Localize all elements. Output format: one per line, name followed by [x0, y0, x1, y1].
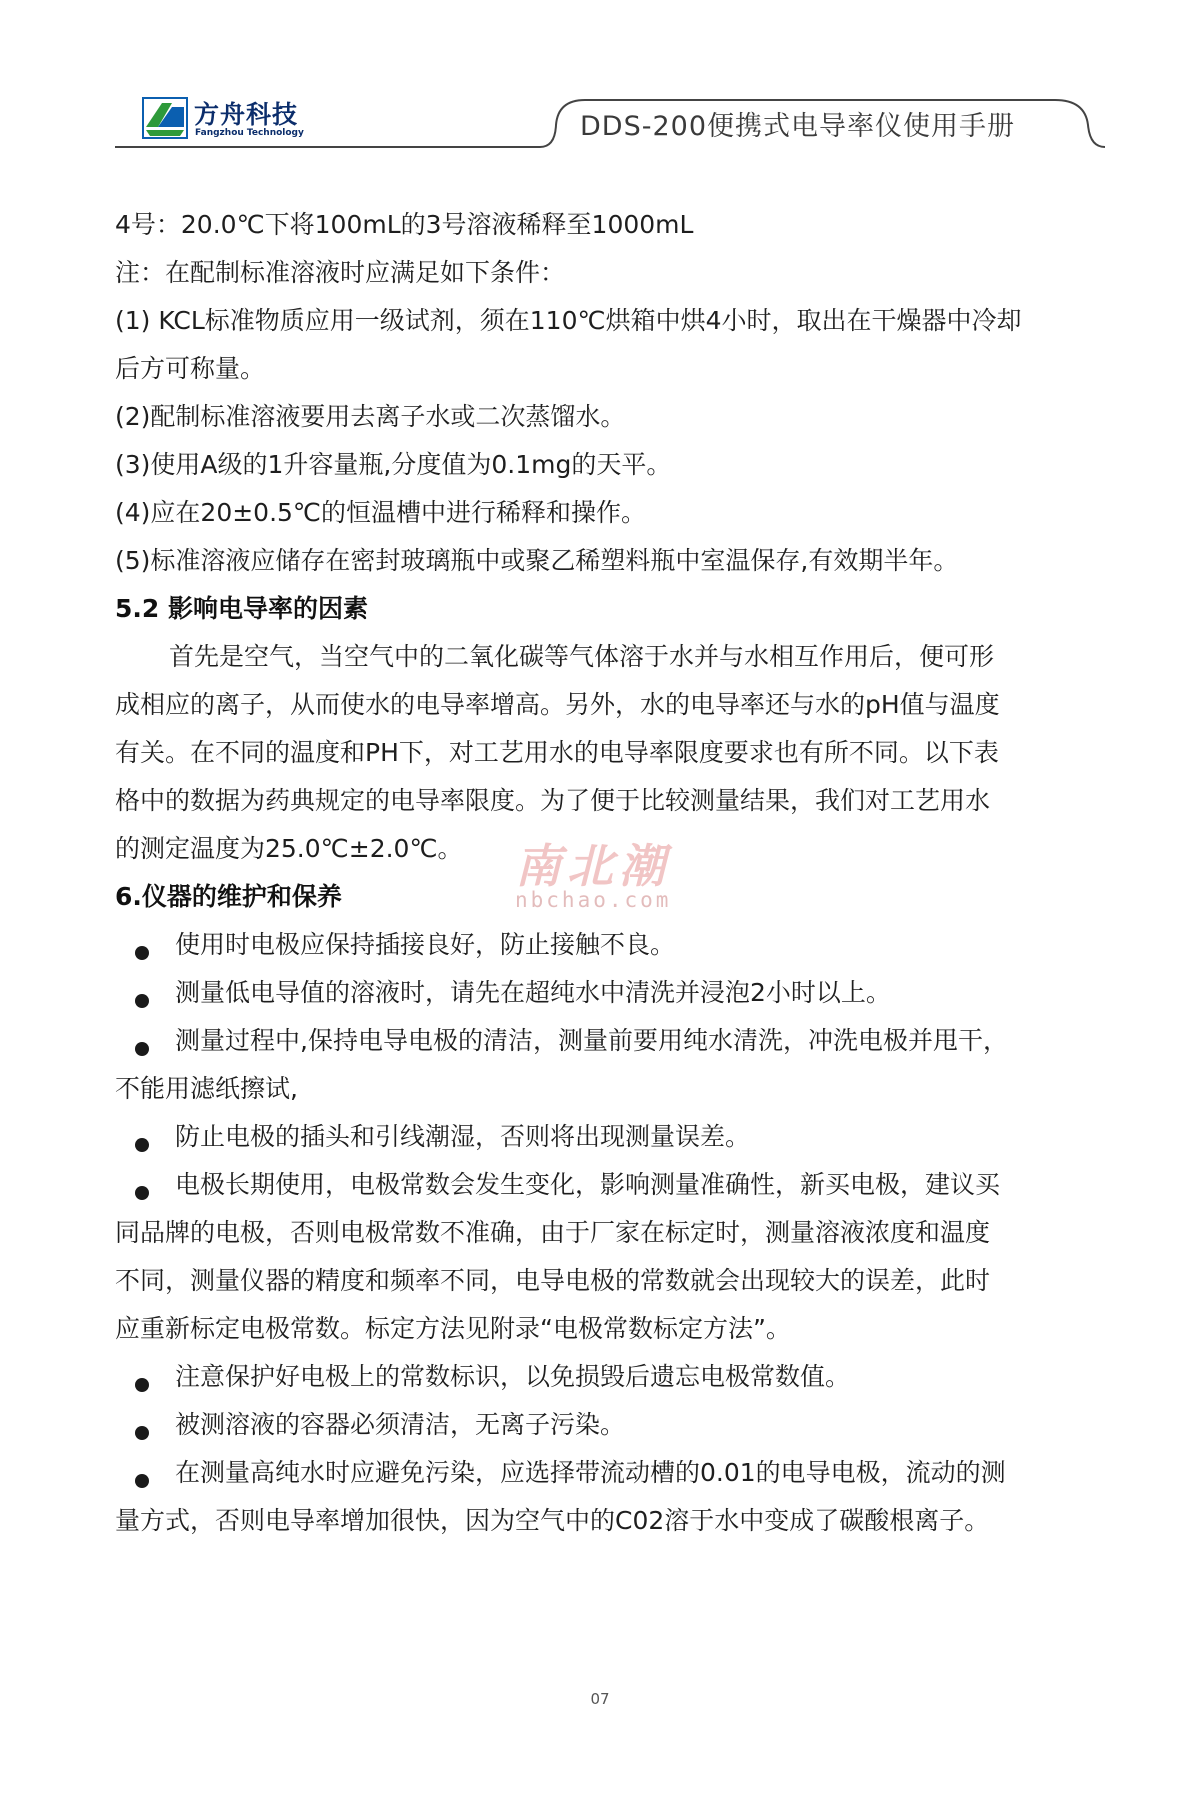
paragraph-line: 注：在配制标准溶液时应满足如下条件：	[115, 258, 566, 287]
logo-subtitle: Fangzhou Technology	[195, 128, 304, 138]
paragraph-line: 有关。在不同的温度和PH下，对工艺用水的电导率限度要求也有所不同。以下表	[115, 738, 999, 767]
paragraph-line: 格中的数据为药典规定的电导率限度。为了便于比较测量结果，我们对工艺用水	[115, 786, 991, 815]
bullet-item-continuation: 应重新标定电极常数。标定方法见附录“电极常数标定方法”。	[115, 1314, 791, 1343]
paragraph-line: 4号：20.0℃下将100mL的3号溶液稀释至1000mL	[115, 210, 694, 239]
paragraph-line: 后方可称量。	[115, 354, 266, 383]
paragraph-line: (3)使用A级的1升容量瓶,分度值为0.1mg的天平。	[115, 450, 672, 479]
bullet-item: 注意保护好电极上的常数标识，以免损毁后遗忘电极常数值。	[175, 1362, 851, 1391]
bullet-icon	[135, 946, 149, 960]
bullet-item: 在测量高纯水时应避免污染，应选择带流动槽的0.01的电导电极，流动的测	[175, 1458, 1006, 1487]
section-heading-6: 6.仪器的维护和保养	[115, 882, 342, 911]
paragraph-line: (4)应在20±0.5℃的恒温槽中进行稀释和操作。	[115, 498, 647, 527]
bullet-item: 电极长期使用，电极常数会发生变化，影响测量准确性，新买电极，建议买	[175, 1170, 1001, 1199]
bullet-icon	[135, 1186, 149, 1200]
bullet-item-continuation: 不同，测量仪器的精度和频率不同，电导电极的常数就会出现较大的误差，此时	[115, 1266, 991, 1295]
company-logo	[142, 95, 322, 145]
manual-title: DDS-200便携式电导率仪使用手册	[580, 111, 1015, 142]
page-header	[0, 0, 1200, 160]
section-heading-5-2: 5.2 影响电导率的因素	[115, 594, 368, 623]
paragraph-line: 的测定温度为25.0℃±2.0℃。	[115, 834, 463, 863]
bullet-icon	[135, 1426, 149, 1440]
bullet-item: 防止电极的插头和引线潮湿，否则将出现测量误差。	[175, 1122, 751, 1151]
paragraph-line: (5)标准溶液应储存在密封玻璃瓶中或聚乙稀塑料瓶中室温保存,有效期半年。	[115, 546, 959, 575]
bullet-item-continuation: 同品牌的电极，否则电极常数不准确，由于厂家在标定时，测量溶液浓度和温度	[115, 1218, 991, 1247]
paragraph-line: 成相应的离子，从而使水的电导率增高。另外，水的电导率还与水的pH值与温度	[115, 690, 1000, 719]
bullet-item: 被测溶液的容器必须清洁，无离子污染。	[175, 1410, 626, 1439]
page-number: 07	[590, 1690, 610, 1708]
bullet-item: 测量低电导值的溶液时，请先在超纯水中清洗并浸泡2小时以上。	[175, 978, 891, 1007]
paragraph-line: (1) KCL标准物质应用一级试剂，须在110℃烘箱中烘4小时，取出在干燥器中冷却	[115, 306, 1022, 335]
bullet-item: 测量过程中,保持电导电极的清洁，测量前要用纯水清洗，冲洗电极并甩干，	[175, 1026, 1008, 1055]
bullet-icon	[135, 1138, 149, 1152]
paragraph-line: 首先是空气，当空气中的二氧化碳等气体溶于水并与水相互作用后，便可形	[169, 642, 995, 671]
watermark-url: nbchao.com	[515, 888, 672, 912]
bullet-item: 使用时电极应保持插接良好，防止接触不良。	[175, 930, 676, 959]
bullet-item-continuation: 量方式，否则电导率增加很快，因为空气中的C02溶于水中变成了碳酸根离子。	[115, 1506, 990, 1535]
watermark	[515, 830, 705, 930]
bullet-icon	[135, 1042, 149, 1056]
bullet-icon	[135, 1474, 149, 1488]
paragraph-line: (2)配制标准溶液要用去离子水或二次蒸馏水。	[115, 402, 626, 431]
logo-name: 方舟科技	[194, 100, 299, 129]
bullet-icon	[135, 994, 149, 1008]
bullet-icon	[135, 1378, 149, 1392]
logo-mark-icon	[142, 97, 188, 139]
bullet-item-continuation: 不能用滤纸擦试,	[115, 1074, 298, 1103]
watermark-text: 南北潮	[515, 839, 671, 893]
